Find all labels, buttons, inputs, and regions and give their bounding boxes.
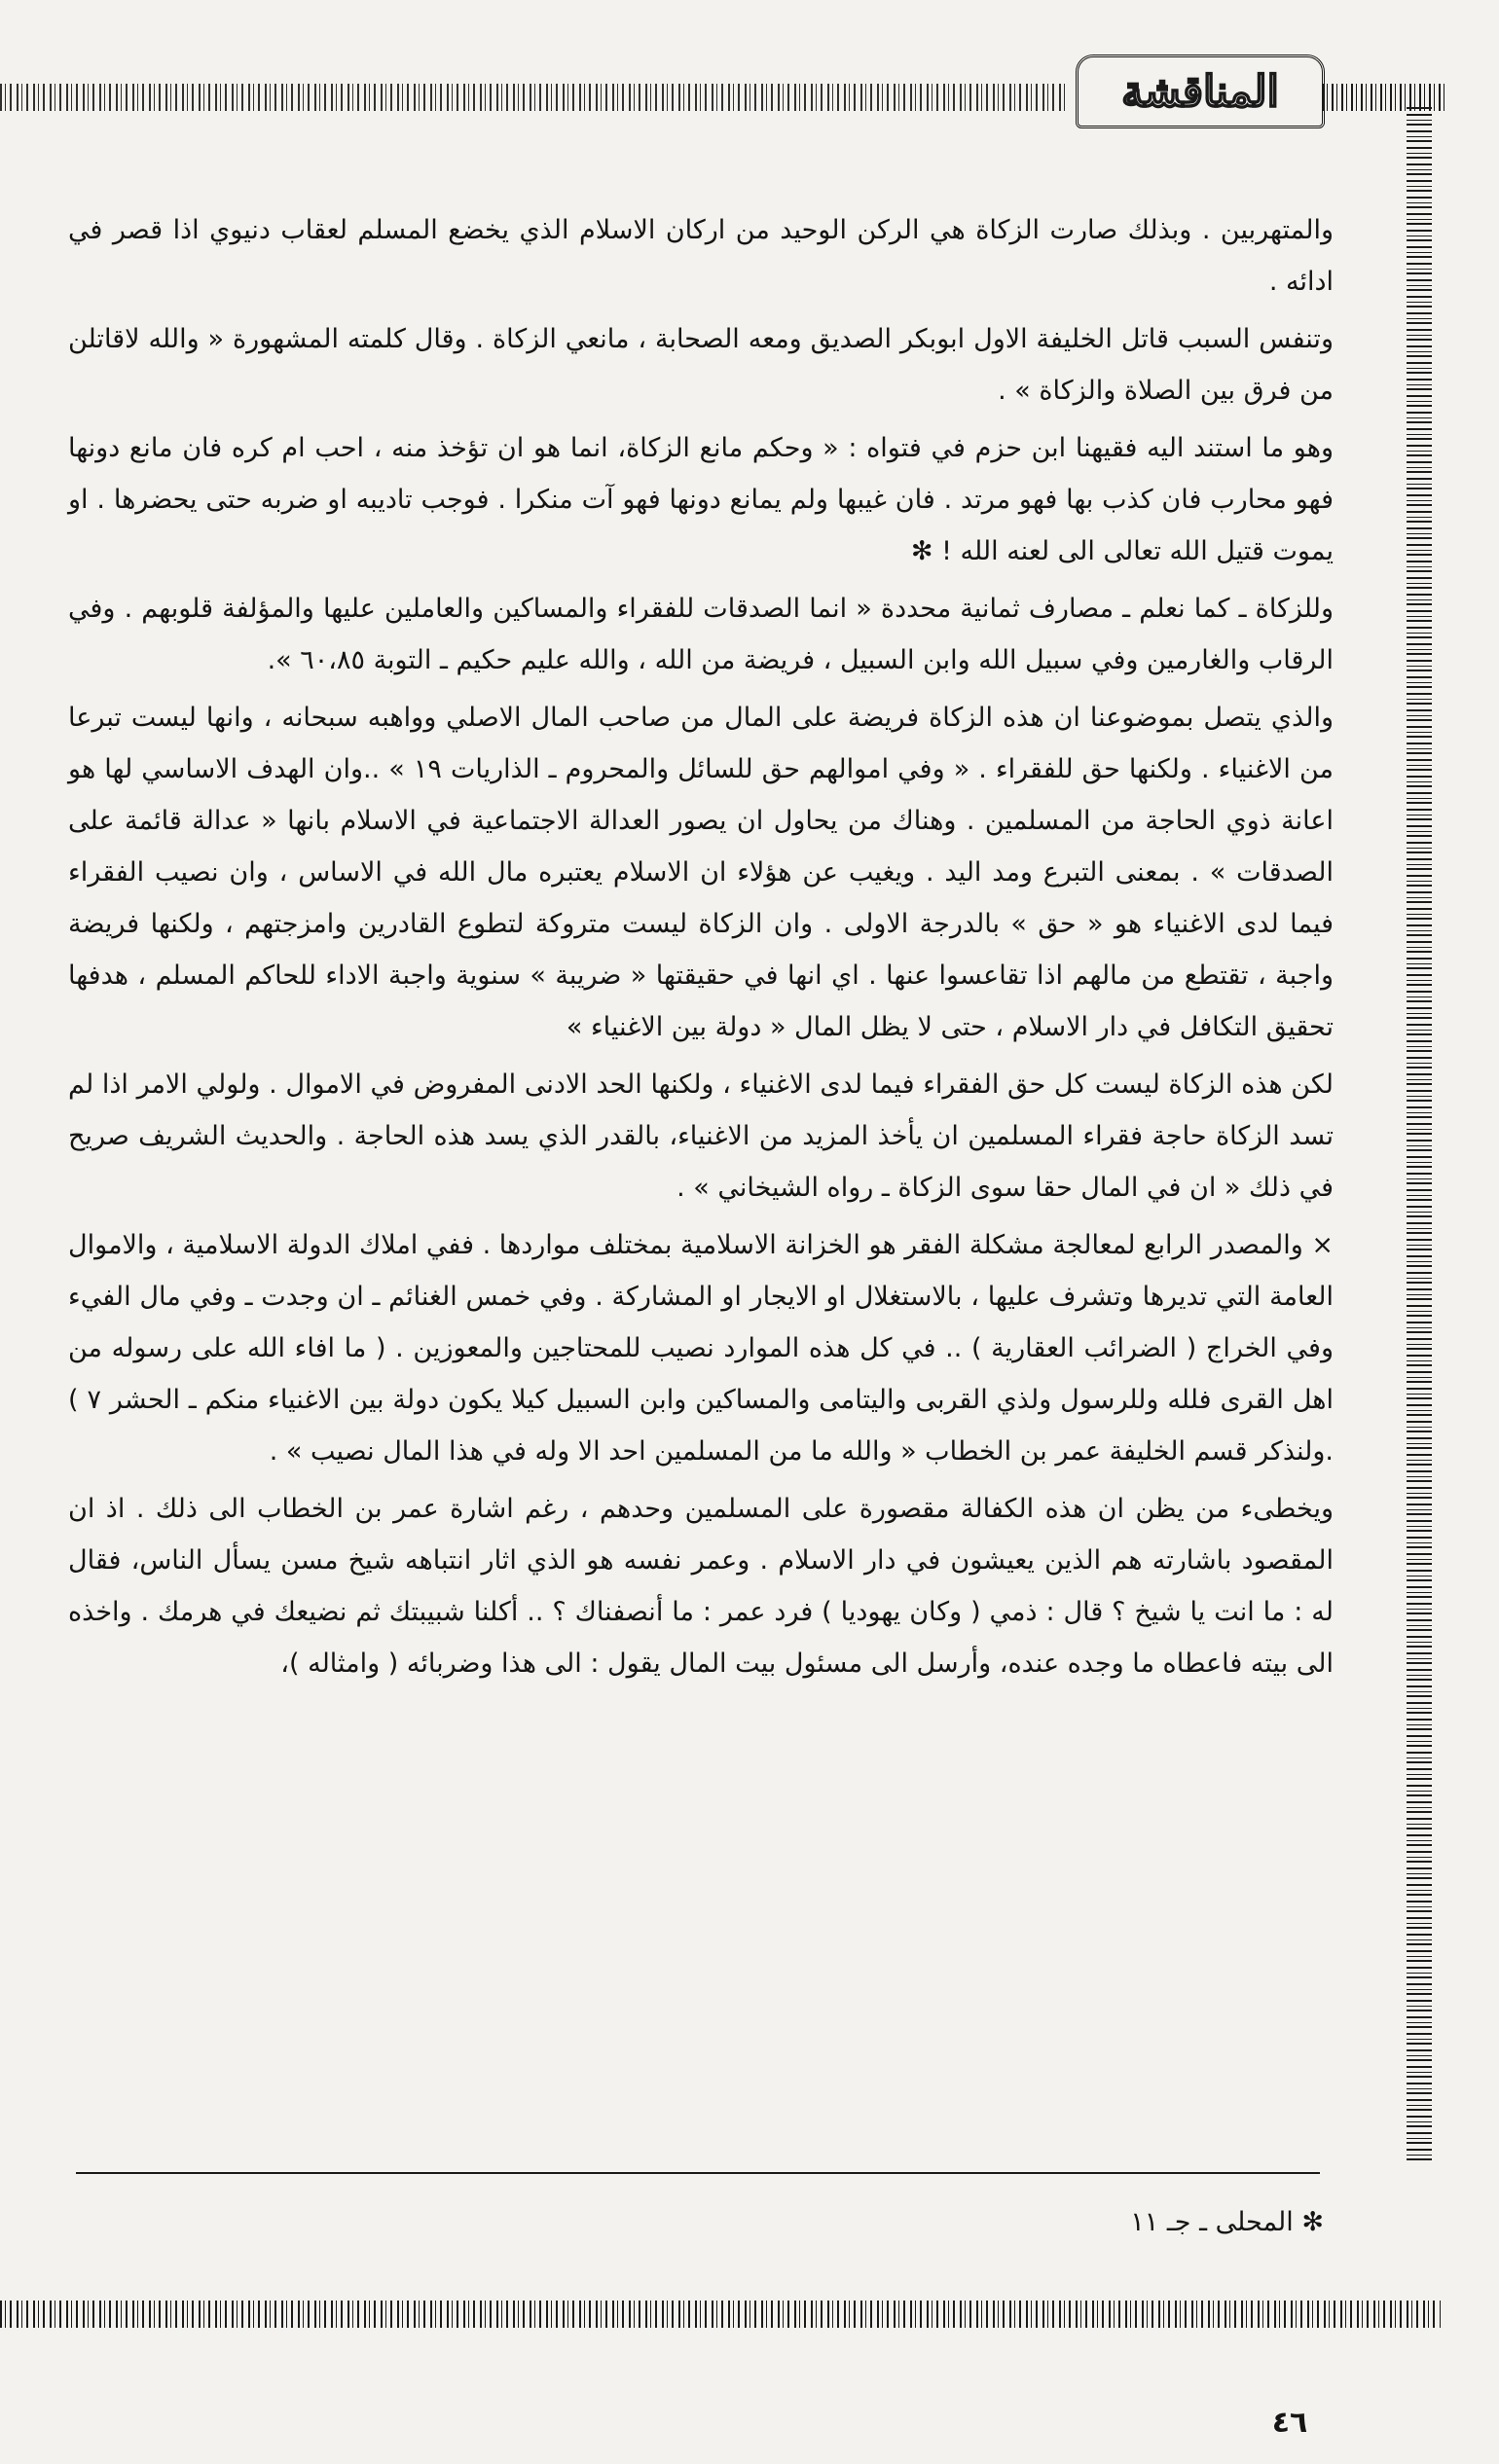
paragraph: وهو ما استند اليه فقيهنا ابن حزم في فتواه : « وحكم مانع الزكاة، انما هو ان تؤخذ منه ، احب ام كره فان مانع دونها فهو محارب فان كذب بها فهو مرتد . فان غيبها ولم يمانع دونها فهو آت منكرا . فوجب تاديبه او ضربه حتى يحضرها . او يموت قتيل الله تعالى الى لعنه الله ! ✻ (68, 433, 1334, 566)
paragraph: ويخطىء من يظن ان هذه الكفالة مقصورة على المسلمين وحدهم ، رغم اشارة عمر بن الخطاب الى ذلك . اذ ان المقصود باشارته هم الذين يعيشون في دار الاسلام . وعمر نفسه هو الذي اثار انتباهه شيخ مسن يسأل الناس، فقال له : ما انت يا شيخ ؟ قال : ذمي ( وكان يهوديا ) فرد عمر : ما أنصفناك ؟ .. أكلنا شبيبتك ثم نضيعك في هرمك . واخذه الى بيته فاعطاه ما وجده عنده، وأرسل الى مسئول بيت المال يقول : الى هذا وضربائه ( وامثاله )، (68, 1494, 1334, 1679)
article-body (68, 204, 1334, 1695)
page-number: ٤٦ (1271, 2406, 1308, 2440)
paragraph: والذي يتصل بموضوعنا ان هذه الزكاة فريضة على المال من صاحب المال الاصلي وواهبه سبحانه ، وانها ليست تبرعا من الاغنياء . ولكنها حق للفقراء . « وفي اموالهم حق للسائل والمحروم ـ الذاريات ١٩ » ..وان الهدف الاساسي لها هو اعانة ذوي الحاجة من المسلمين . وهناك من يحاول ان يصور العدالة الاجتماعية في الاسلام بانها « عدالة قائمة على الصدقات » . بمعنى التبرع ومد اليد . ويغيب عن هؤلاء ان الاسلام يعتبره مال الله في الاساس ، وان نصيب الفقراء فيما لدى الاغنياء هو « حق » بالدرجة الاولى . وان الزكاة ليست متروكة لتطوع القادرين وامزجتهم ، ولكنها فريضة واجبة ، تقتطع من مالهم اذا تقاعسوا عنها . اي انها في حقيقتها « ضريبة » سنوية واجبة الاداء للحاكم المسلم ، هدفها تحقيق التكافل في دار الاسلام ، حتى لا يظل المال « دولة بين الاغنياء » (68, 703, 1334, 1042)
paragraph: وللزكاة ـ كما نعلم ـ مصارف ثمانية محددة « انما الصدقات للفقراء والمساكين والعاملين عليها والمؤلفة قلوبهم . وفي الرقاب والغارمين وفي سبيل الله وابن السبيل ، فريضة من الله ، والله عليم حكيم ـ التوبة ٦٠،٨٥ ». (68, 594, 1334, 675)
magazine-logo (1076, 54, 1325, 128)
paragraph: والمتهربين . وبذلك صارت الزكاة هي الركن الوحيد من اركان الاسلام الذي يخضع المسلم لعقاب دنيوي اذا قصر في ادائه . (68, 215, 1334, 297)
magazine-logo-text: المناقشة (1121, 66, 1279, 117)
footnote: ✻ المحلى ـ جـ ١١ (1130, 2207, 1324, 2237)
top-decorative-border (0, 84, 1069, 111)
bottom-decorative-border (0, 2301, 1441, 2328)
paragraph: وتنفس السبب قاتل الخليفة الاول ابوبكر الصديق ومعه الصحابة ، مانعي الزكاة . وقال كلمته المشهورة « والله لاقاتلن من فرق بين الصلاة والزكاة » . (68, 324, 1334, 406)
footnote-divider (76, 2172, 1320, 2174)
paragraph: لكن هذه الزكاة ليست كل حق الفقراء فيما لدى الاغنياء ، ولكنها الحد الادنى المفروض في الاموال . ولولي الامر اذا لم تسد الزكاة حاجة فقراء المسلمين ان يأخذ المزيد من الاغنياء، بالقدر الذي يسد هذه الحاجة . والحديث الشريف صريح في ذلك « ان في المال حقا سوى الزكاة ـ رواه الشيخاني » . (68, 1069, 1334, 1203)
right-decorative-border (1407, 107, 1432, 2160)
paragraph: × والمصدر الرابع لمعالجة مشكلة الفقر هو الخزانة الاسلامية بمختلف مواردها . ففي املاك الدولة الاسلامية ، والاموال العامة التي تديرها وتشرف عليها ، بالاستغلال او الايجار او المشاركة . وفي خمس الغنائم ـ ان وجدت ـ وفي مال الفيء وفي الخراج ( الضرائب العقارية ) .. في كل هذه الموارد نصيب للمحتاجين والمعوزين . ( ما افاء الله على رسوله من اهل القرى فلله وللرسول ولذي القربى واليتامى والمساكين وابن السبيل كيلا يكون دولة بين الاغنياء منكم ـ الحشر ٧ ) .ولنذكر قسم الخليفة عمر بن الخطاب « والله ما من المسلمين احد الا وله في هذا المال نصيب » . (68, 1230, 1334, 1467)
